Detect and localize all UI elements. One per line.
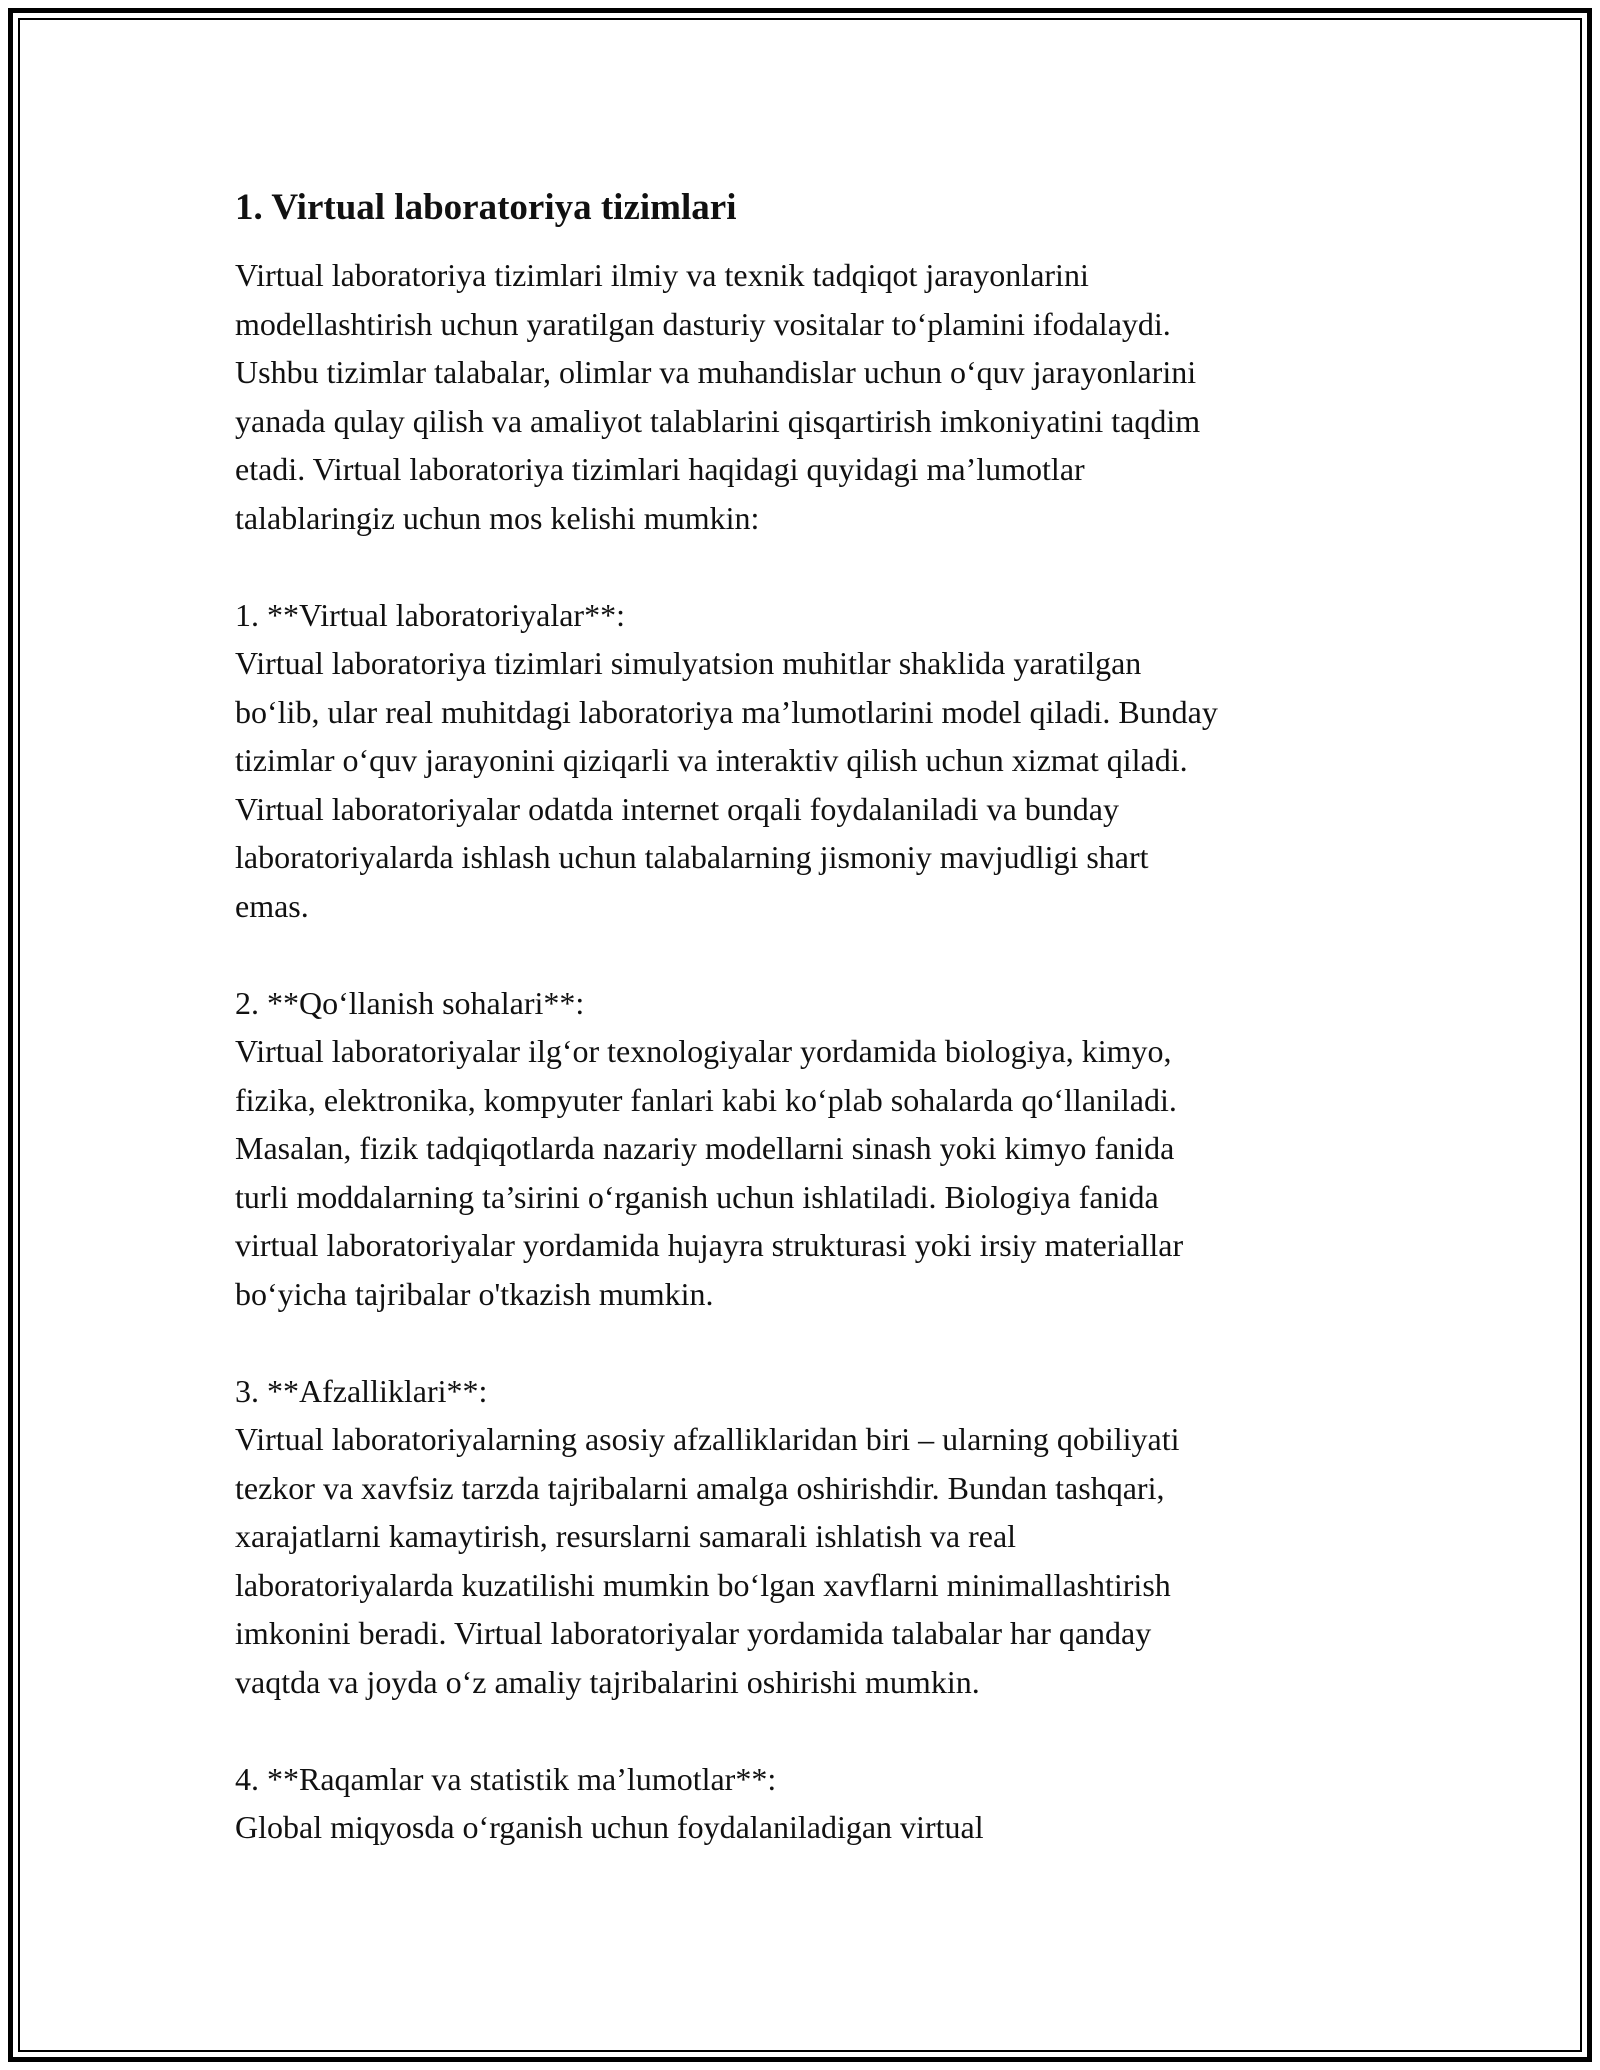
paragraph-line: turli moddalarning ta’sirini o‘rganish uchun ishlatiladi. Biologiya fanida [235,1178,1159,1215]
paragraph-line: Virtual laboratoriyalarning asosiy afzalliklaridan biri – ularning qobiliyati [235,1421,1180,1457]
section-heading: 1. **Virtual laboratoriyalar**: [235,596,625,633]
paragraph-line: etadi. Virtual laboratoriya tizimlari haqidagi quyidagi ma’lumotlar [235,451,1085,487]
paragraph-line: emas. [235,887,309,924]
paragraph-line: Virtual laboratoriyalar odatda internet orqali foydalaniladi va bunday [235,790,1119,827]
section-heading: 4. **Raqamlar va statistik ma’lumotlar**: [235,1760,777,1797]
paragraph-line: Masalan, fizik tadqiqotlarda nazariy modellarni sinash yoki kimyo fanida [235,1130,1175,1166]
section-application-areas [235,979,1370,1319]
blank-line [235,1318,1370,1367]
paragraph-line: xarajatlarni kamaytirish, resurslarni samarali ishlatish va real [235,1518,1017,1554]
paragraph-line: Virtual laboratoriya tizimlari ilmiy va texnik tadqiqot jarayonlarini [235,257,1089,293]
paragraph-line: Ushbu tizimlar talabalar, olimlar va muhandislar uchun o‘quv jarayonlarini [235,354,1197,390]
paragraph-line: laboratoriyalarda kuzatilishi mumkin bo‘lgan xavflarni minimallashtirish [235,1566,1171,1603]
paragraph-line: Global miqyosda o‘rganish uchun foydalaniladigan virtual [235,1809,984,1845]
blank-line [235,930,1370,979]
paragraph-line: tezkor va xavfsiz tarzda tajribalarni amalga oshirishdir. Bundan tashqari, [235,1469,1165,1506]
paragraph-line: Virtual laboratoriyalar ilg‘or texnologiyalar yordamida biologiya, kimyo, [235,1033,1172,1069]
section-statistics [235,1755,1370,1852]
blank-line [235,1706,1370,1755]
document-body [235,185,1370,1852]
paragraph-line: yanada qulay qilish va amaliyot talablarini qisqartirish imkoniyatini taqdim [235,402,1201,439]
paragraph-line: tizimlar o‘quv jarayonini qiziqarli va interaktiv qilish uchun xizmat qiladi. [235,742,1188,778]
section-heading: 3. **Afzalliklari**: [235,1372,488,1409]
blank-line [235,542,1370,591]
paragraph-line: modellashtirish uchun yaratilgan dasturiy vositalar to‘plamini ifodalaydi. [235,305,1171,342]
paragraph-line: bo‘lib, ular real muhitdagi laboratoriya ma’lumotlarini model qiladi. Bunday [235,693,1218,730]
paragraph-line: laboratoriyalarda ishlash uchun talabalarning jismoniy mavjudligi shart [235,839,1149,875]
document-title: 1. Virtual laboratoriya tizimlari [235,187,737,228]
section-heading: 2. **Qo‘llanish sohalari**: [235,984,585,1021]
paragraph-line: fizika, elektronika, kompyuter fanlari kabi ko‘plab sohalarda qo‘llaniladi. [235,1081,1177,1118]
paragraph-line: virtual laboratoriyalar yordamida hujayra strukturasi yoki irsiy materiallar [235,1227,1184,1263]
section-virtual-laboratories [235,591,1370,931]
paragraph-line: vaqtda va joyda o‘z amaliy tajribalarini oshirishi mumkin. [235,1663,980,1700]
paragraph-line: bo‘yicha tajribalar o'tkazish mumkin. [235,1275,714,1312]
paragraph-line: Virtual laboratoriya tizimlari simulyatsion muhitlar shaklida yaratilgan [235,645,1142,681]
section-advantages [235,1367,1370,1707]
intro-paragraph [235,251,1370,542]
paragraph-line: talablaringiz uchun mos kelishi mumkin: [235,499,760,536]
paragraph-line: imkonini beradi. Virtual laboratoriyalar yordamida talabalar har qanday [235,1615,1152,1651]
